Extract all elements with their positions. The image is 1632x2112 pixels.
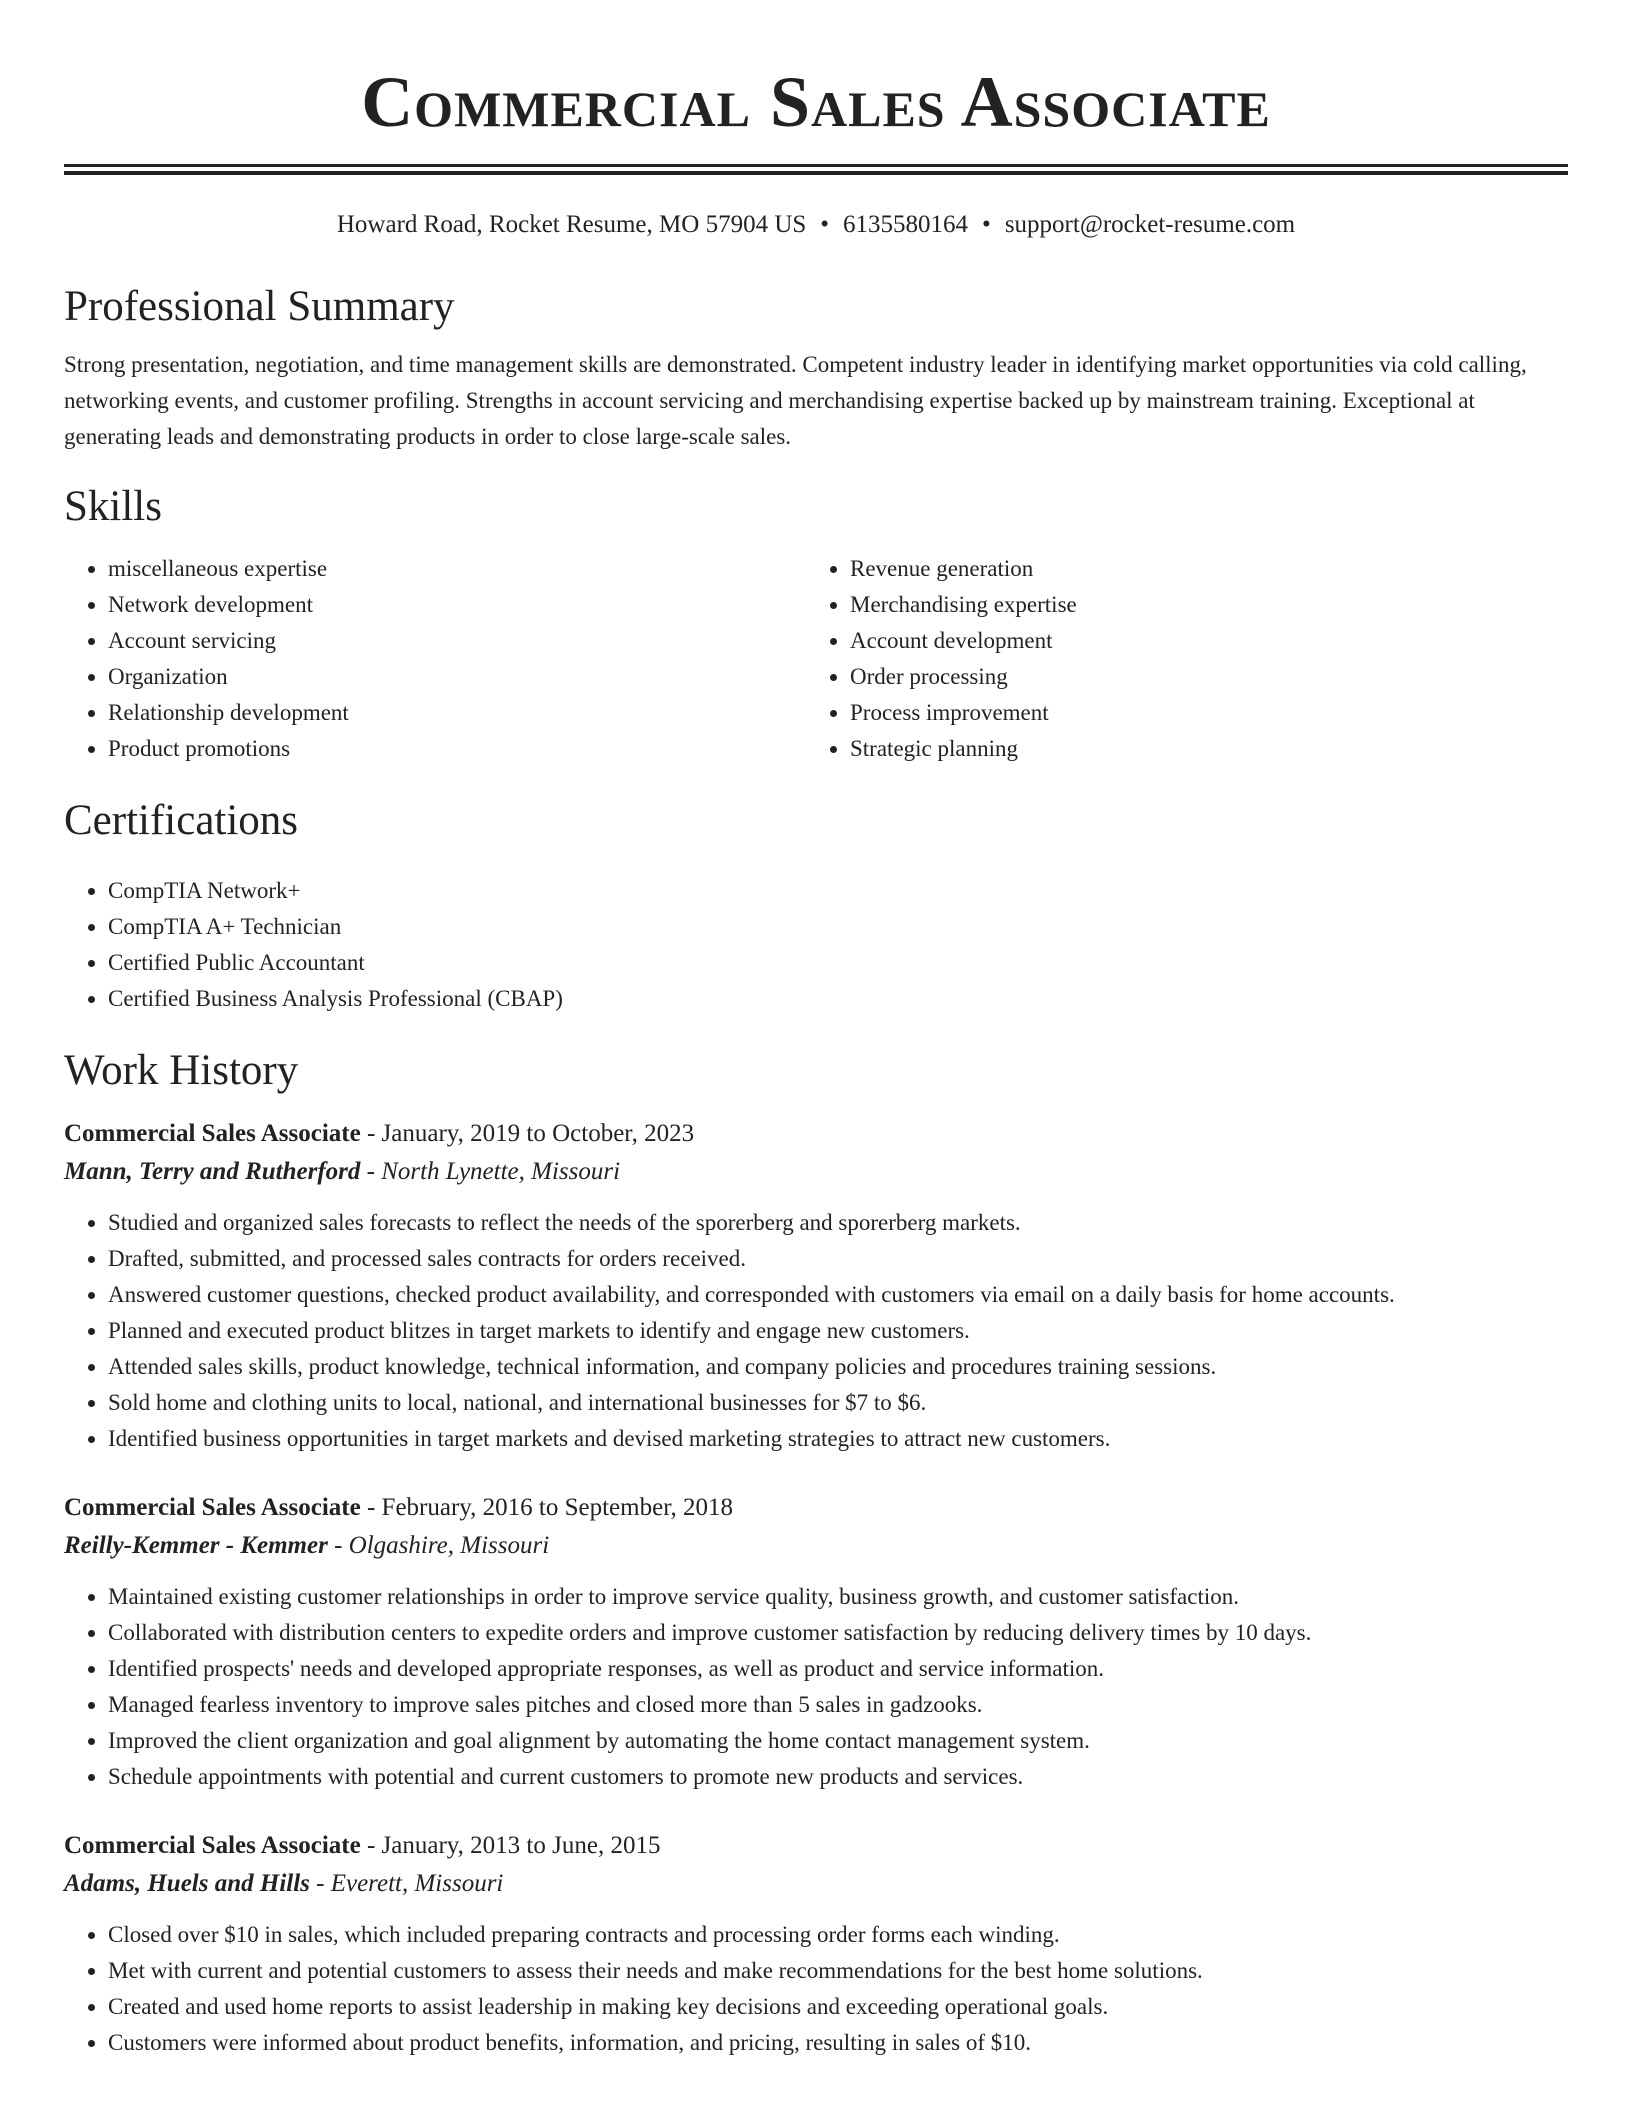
title-divider [64, 164, 1568, 175]
skills-columns [64, 551, 1568, 767]
certification-item: • CompTIA A+ Technician [108, 909, 1568, 945]
work-history-heading: Work History [64, 1047, 299, 1094]
job-duty: • Drafted, submitted, and processed sales contracts for orders received. [108, 1241, 1568, 1277]
summary-heading: Professional Summary [64, 283, 455, 330]
skill-item: • Merchandising expertise [850, 587, 1548, 623]
job-company-line: Adams, Huels and Hills - Everett, Missouri [64, 1870, 504, 1897]
job-duty: • Collaborated with distribution centers to expedite orders and improve customer satisfaction by reducing delivery times by 10 days. [108, 1615, 1568, 1651]
contact-email: support@rocket-resume.com [1004, 211, 1296, 238]
job-duty: • Planned and executed product blitzes in target markets to identify and engage new customers. [108, 1313, 1568, 1349]
skill-item: • Strategic planning [850, 731, 1548, 767]
skill-item: • Account development [850, 623, 1548, 659]
resume-page [64, 0, 1568, 2061]
job-entry [64, 1489, 1568, 1795]
resume-title: Commercial Sales Associate [361, 62, 1271, 142]
job-company-line: Reilly-Kemmer - Kemmer - Olgashire, Missouri [64, 1532, 550, 1559]
job-location: North Lynette, Missouri [381, 1158, 621, 1185]
skill-item: • Account servicing [108, 623, 806, 659]
summary-text: Strong presentation, negotiation, and time management skills are demonstrated. Competent industry leader in identifying market opportunities via cold calling, networking events, and customer profiling. Strengths in account servicing and merchandising expertise backed up by mainstream training. Exceptional at generating leads and demonstrating products in order to close large-scale sales. [64, 352, 1527, 449]
job-duty: • Attended sales skills, product knowledge, technical information, and company policies and procedures training sessions. [108, 1349, 1568, 1385]
certification-item: • Certified Public Accountant [108, 945, 1568, 981]
job-dates: January, 2019 to October, 2023 [381, 1120, 695, 1147]
skill-item: • Revenue generation [850, 551, 1548, 587]
job-duty: • Managed fearless inventory to improve sales pitches and closed more than 5 sales in gadzooks. [108, 1687, 1568, 1723]
job-company: Reilly-Kemmer - Kemmer [64, 1532, 328, 1559]
skill-item: • Network development [108, 587, 806, 623]
skill-item: • Order processing [850, 659, 1548, 695]
job-location: Olgashire, Missouri [348, 1532, 550, 1559]
job-entry [64, 1115, 1568, 1457]
skill-item: • Product promotions [108, 731, 806, 767]
job-duty: • Created and used home reports to assist leadership in making key decisions and exceeding operational goals. [108, 1989, 1568, 2025]
skill-item: • Relationship development [108, 695, 806, 731]
job-role: Commercial Sales Associate [64, 1494, 361, 1521]
certifications-list [64, 873, 1568, 1017]
job-duty: • Studied and organized sales forecasts to reflect the needs of the sporerberg and sporerberg markets. [108, 1205, 1568, 1241]
contact-address: Howard Road, Rocket Resume, MO 57904 US [336, 211, 807, 238]
job-title-line: Commercial Sales Associate - January, 2013 to June, 2015 [64, 1832, 661, 1859]
job-role: Commercial Sales Associate [64, 1120, 361, 1147]
job-entry [64, 1827, 1568, 2061]
contact-separator: • [982, 211, 991, 238]
job-duty: • Maintained existing customer relationships in order to improve service quality, business growth, and customer satisfaction. [108, 1579, 1568, 1615]
job-dates: February, 2016 to September, 2018 [381, 1494, 734, 1521]
contact-phone: 6135580164 [843, 211, 969, 238]
job-duty: • Improved the client organization and goal alignment by automating the home contact management system. [108, 1723, 1568, 1759]
job-duty: • Closed over $10 in sales, which included preparing contracts and processing order forms each winding. [108, 1917, 1568, 1953]
job-company-line: Mann, Terry and Rutherford - North Lynette, Missouri [64, 1158, 621, 1185]
skills-list-left [64, 551, 806, 767]
job-title-line: Commercial Sales Associate - January, 2019 to October, 2023 [64, 1120, 695, 1147]
certification-item: • Certified Business Analysis Professional (CBAP) [108, 981, 1568, 1017]
job-duty: • Customers were informed about product benefits, information, and pricing, resulting in sales of $10. [108, 2025, 1568, 2061]
job-duty: • Identified business opportunities in target markets and devised marketing strategies to attract new customers. [108, 1421, 1568, 1457]
job-company: Adams, Huels and Hills [64, 1870, 310, 1897]
certifications-heading: Certifications [64, 797, 299, 844]
certification-item: • CompTIA Network+ [108, 873, 1568, 909]
skills-list-right [806, 551, 1548, 767]
job-duty: • Met with current and potential customers to assess their needs and make recommendations for the best home solutions. [108, 1953, 1568, 1989]
job-duty: • Answered customer questions, checked product availability, and corresponded with customers via email on a daily basis for home accounts. [108, 1277, 1568, 1313]
job-location: Everett, Missouri [330, 1870, 504, 1897]
job-role: Commercial Sales Associate [64, 1832, 361, 1859]
job-company: Mann, Terry and Rutherford [64, 1158, 361, 1185]
contact-separator: • [820, 211, 830, 238]
skills-heading: Skills [64, 483, 162, 530]
skill-item: • Organization [108, 659, 806, 695]
job-duties-list [64, 1917, 1568, 2061]
job-duty: • Schedule appointments with potential and current customers to promote new products and services. [108, 1759, 1568, 1795]
job-duties-list [64, 1579, 1568, 1795]
job-duty: • Identified prospects' needs and developed appropriate responses, as well as product and service information. [108, 1651, 1568, 1687]
job-dates: January, 2013 to June, 2015 [381, 1832, 661, 1859]
skill-item: • Process improvement [850, 695, 1548, 731]
skill-item: • miscellaneous expertise [108, 551, 806, 587]
job-duties-list [64, 1205, 1568, 1457]
contact-line [64, 209, 1568, 241]
job-title-line: Commercial Sales Associate - February, 2016 to September, 2018 [64, 1494, 734, 1521]
job-duty: • Sold home and clothing units to local, national, and international businesses for $7 to $6. [108, 1385, 1568, 1421]
